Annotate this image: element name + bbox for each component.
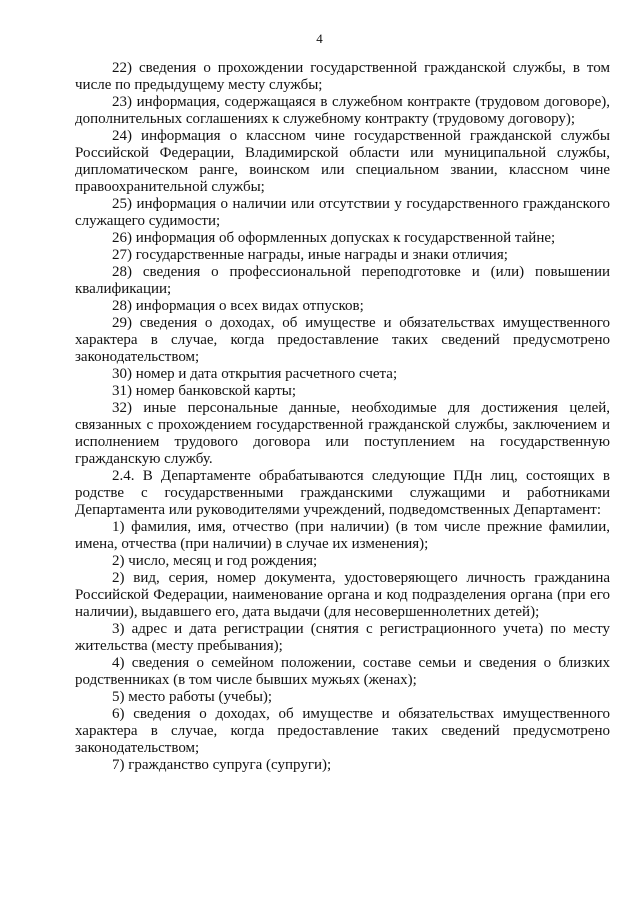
paragraph: 32) иные персональные данные, необходимые для достижения целей, связанных с прохождением государственной гражданской службы, заключением и исполнением трудового договора или поступлением на государственную гражданскую службу. [75, 400, 610, 467]
paragraph: 28) информация о всех видах отпусков; [112, 298, 364, 314]
paragraph: 24) информация о классном чине государственной гражданской службы Российской Федерации, Владимирской области или муниципальной службы, дипломатическом ранге, воинском или специальном звании, классном чине правоохранительной службы; [75, 128, 610, 195]
paragraph: 2) число, месяц и год рождения; [112, 553, 318, 569]
paragraph: 26) информация об оформленных допусках к государственной тайне; [112, 230, 556, 246]
paragraph: 25) информация о наличии или отсутствии у государственного гражданского служащего судимости; [75, 196, 610, 229]
paragraph: 30) номер и дата открытия расчетного счета; [112, 366, 398, 382]
paragraph: 3) адрес и дата регистрации (снятия с регистрационного учета) по месту жительства (месту пребывания); [75, 621, 610, 654]
paragraph: 22) сведения о прохождении государственной гражданской службы, в том числе по предыдущему месту службы; [75, 60, 610, 93]
paragraph: 29) сведения о доходах, об имуществе и обязательствах имущественного характера в случае, когда предоставление таких сведений предусмотрено законодательством; [75, 315, 610, 365]
paragraph: 5) место работы (учебы); [112, 689, 273, 705]
paragraph: 2) вид, серия, номер документа, удостоверяющего личность гражданина Российской Федерации, наименование органа и код подразделения органа (при его наличии), выдавшего его, дата выдачи (для несовершеннолетних детей); [75, 570, 610, 620]
paragraph: 28) сведения о профессиональной переподготовке и (или) повышении квалификации; [75, 264, 610, 297]
paragraph: 4) сведения о семейном положении, составе семьи и сведения о близких родственниках (в том числе бывших мужьях (женах); [75, 655, 610, 688]
paragraph: 1) фамилия, имя, отчество (при наличии) (в том числе прежние фамилии, имена, отчества (при наличии) в случае их изменения); [75, 519, 610, 552]
section-paragraph: 2.4. В Департаменте обрабатываются следующие ПДн лиц, состоящих в родстве с государственными гражданскими служащими и работниками Департамента или руководителями учреждений, подведомственных Департамент: [75, 468, 610, 518]
paragraph: 23) информация, содержащаяся в служебном контракте (трудовом договоре), дополнительных соглашениях к служебному контракту (трудовому договору); [75, 94, 610, 127]
page-number: 4 [316, 31, 323, 46]
paragraph: 7) гражданство супруга (супруги); [112, 757, 332, 773]
paragraph: 6) сведения о доходах, об имуществе и обязательствах имущественного характера в случае, когда предоставление таких сведений предусмотрено законодательством; [75, 706, 610, 756]
document-body [75, 60, 610, 774]
paragraph: 31) номер банковской карты; [112, 383, 297, 399]
paragraph: 27) государственные награды, иные награды и знаки отличия; [112, 247, 508, 263]
